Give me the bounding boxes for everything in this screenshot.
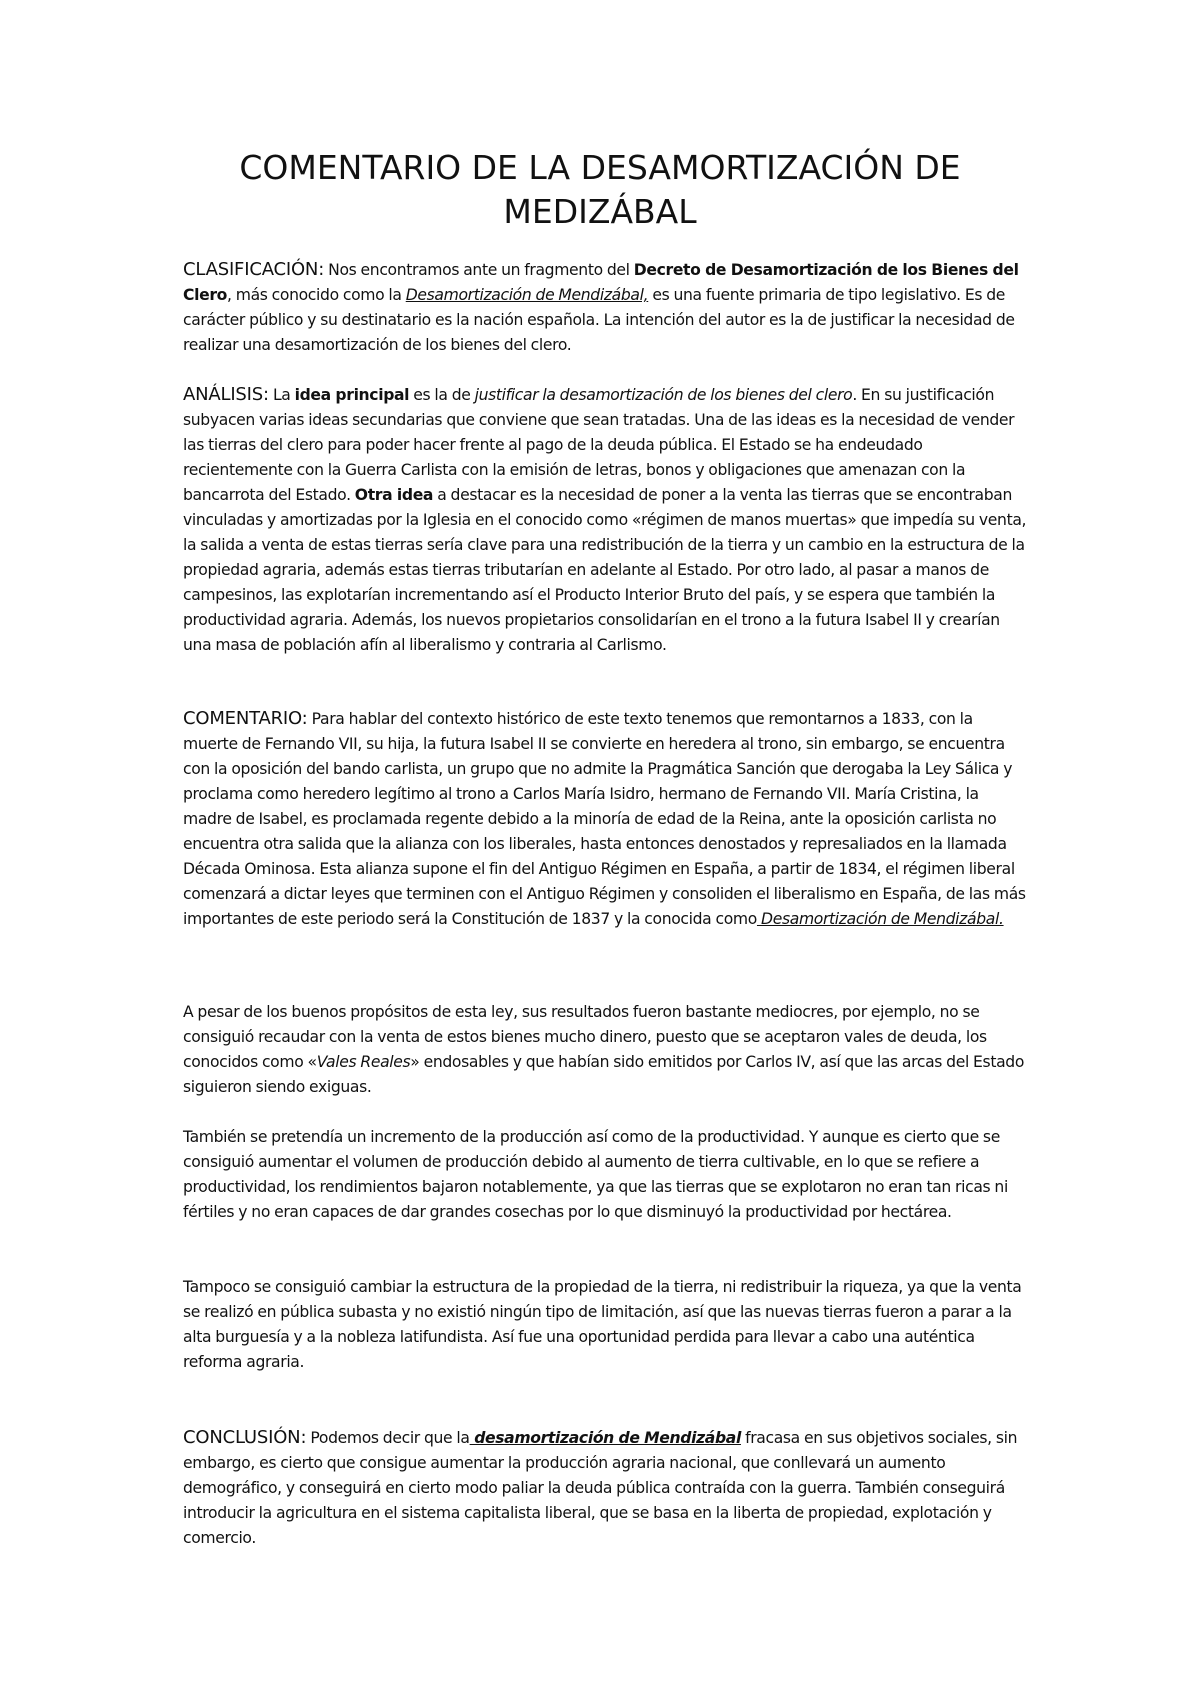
text-run: A pesar de los buenos propósitos de esta ley, sus resultados fueron bastante mediocres, por ejemplo, no se consiguió recaudar con la venta de estos bienes mucho dinero, puesto que se aceptaron vales de deuda, los conocidos como « <box>183 1003 987 1071</box>
text-run: , más conocido como la <box>227 286 406 304</box>
section-label-conclusion: CONCLUSIÓN: <box>183 1427 307 1448</box>
section-label-clasificacion: CLASIFICACIÓN: <box>183 259 325 280</box>
text-run: Para hablar del contexto histórico de este texto tenemos que remontarnos a 1833, con la muerte de Fernando VII, su hija, la futura Isabel II se convierte en heredera al trono, sin embargo, se encuentra con la oposición del bando carlista, un grupo que no admite la Pragmática Sanción que derogaba la Ley Sálica y proclama como heredero legítimo al trono a Carlos María Isidro, hermano de Fernando VII. María Cristina, la madre de Isabel, es proclamada regente debido a la minoría de edad de la Reina, ante la oposición carlista no encuentra otra salida que la alianza con los liberales, hasta entonces denostados y represaliados en la llamada Década Ominosa. Esta alianza supone el fin del Antiguo Régimen en España, a partir de 1834, el régimen liberal comenzará a dictar leyes que terminen con el Antiguo Régimen y consoliden el liberalismo en España, de las más importantes de este periodo será la Constitución de 1837 y la conocida como <box>183 710 1026 928</box>
text-run: Tampoco se consiguió cambiar la estructura de la propiedad de la tierra, ni redistribuir la riqueza, ya que la venta se realizó en pública subasta y no existió ningún tipo de limitación, así que las nuevas tierras fueron a parar a la alta burguesía y a la nobleza latifundista. Así fue una oportunidad perdida para llevar a cabo una auténtica reforma agraria. <box>183 1278 1022 1371</box>
italic-run: Vales Reales <box>316 1053 411 1071</box>
text-run: fracasa en sus objetivos sociales, sin embargo, es cierto que consigue aumentar la producción agraria nacional, que conllevará un aumento demográfico, y conseguirá en cierto modo paliar la deuda pública contraída con la guerra. También conseguirá introducir la agricultura en el sistema capitalista liberal, que se basa en la liberta de propiedad, explotación y comercio. <box>183 1429 1018 1547</box>
document-title: COMENTARIO DE LA DESAMORTIZACIÓN DE MEDIZÁBAL <box>239 148 961 231</box>
paragraph-resultados <box>183 1000 1029 1100</box>
section-label-analisis: ANÁLISIS: <box>183 384 269 405</box>
paragraph-clasificacion <box>183 257 1029 358</box>
bold-run: idea principal <box>294 386 410 404</box>
text-run: Podemos decir que la <box>306 1429 470 1447</box>
text-run: La <box>268 386 295 404</box>
text-run: Nos encontramos ante un fragmento del <box>324 261 634 279</box>
italic-underline-run: Desamortización de Mendizábal. <box>756 910 1004 928</box>
paragraph-produccion <box>183 1125 1029 1225</box>
text-run: es la de <box>409 386 475 404</box>
italic-underline-run: Desamortización de Mendizábal, <box>405 286 649 304</box>
section-label-comentario: COMENTARIO: <box>183 708 308 729</box>
text-run: es una fuente primaria de tipo legislativo. Es de carácter público y su destinatario es la nación española. La intención del autor es la de justificar la necesidad de realizar una desamortización de los bienes del clero. <box>183 286 1015 354</box>
italic-run: desamortización de Mendizábal <box>469 1429 741 1447</box>
paragraph-comentario <box>183 706 1029 932</box>
bold-run: Decreto de Desamortización de los Bienes del Clero <box>183 261 1019 304</box>
italic-run: justificar la desamortización de los bienes del clero <box>474 386 853 404</box>
text-run: » endosables y que habían sido emitidos por Carlos IV, así que las arcas del Estado siguieron siendo exiguas. <box>183 1053 1025 1096</box>
text-run: . En su justificación subyacen varias ideas secundarias que conviene que sean tratadas. Una de las ideas es la necesidad de vender las tierras del clero para poder hacer frente al pago de la deuda pública. El Estado se ha endeudado recientemente con la Guerra Carlista con la emisión de letras, bonos y obligaciones que amenazan con la bancarrota del Estado. <box>183 386 1015 504</box>
bold-italic-underline-run <box>470 1429 741 1447</box>
text-run: a destacar es la necesidad de poner a la venta las tierras que se encontraban vinculadas y amortizadas por la Iglesia en el conocido como «régimen de manos muertas» que impedía su venta, la salida a venta de estas tierras sería clave para una redistribución de la tierra y un cambio en la estructura de la propiedad agraria, además estas tierras tributarían en adelante al Estado. Por otro lado, al pasar a manos de campesinos, las explotarían incrementando así el Producto Interior Bruto del país, y se espera que también la productividad agraria. Además, los nuevos propietarios consolidarían en el trono a la futura Isabel II y crearían una masa de población afín al liberalismo y contraria al Carlismo. <box>183 486 1027 654</box>
paragraph-propiedad <box>183 1275 1029 1375</box>
paragraph-analisis <box>183 382 1029 658</box>
bold-run: Otra idea <box>354 486 434 504</box>
paragraph-conclusion <box>183 1425 1029 1551</box>
text-run: También se pretendía un incremento de la producción así como de la productividad. Y aunque es cierto que se consiguió aumentar el volumen de producción debido al aumento de tierra cultivable, en lo que se refiere a productividad, los rendimientos bajaron notablemente, ya que las tierras que se explotaron no eran tan ricas ni fértiles y no eran capaces de dar grandes cosechas por lo que disminuyó la productividad por hectárea. <box>183 1128 1008 1221</box>
